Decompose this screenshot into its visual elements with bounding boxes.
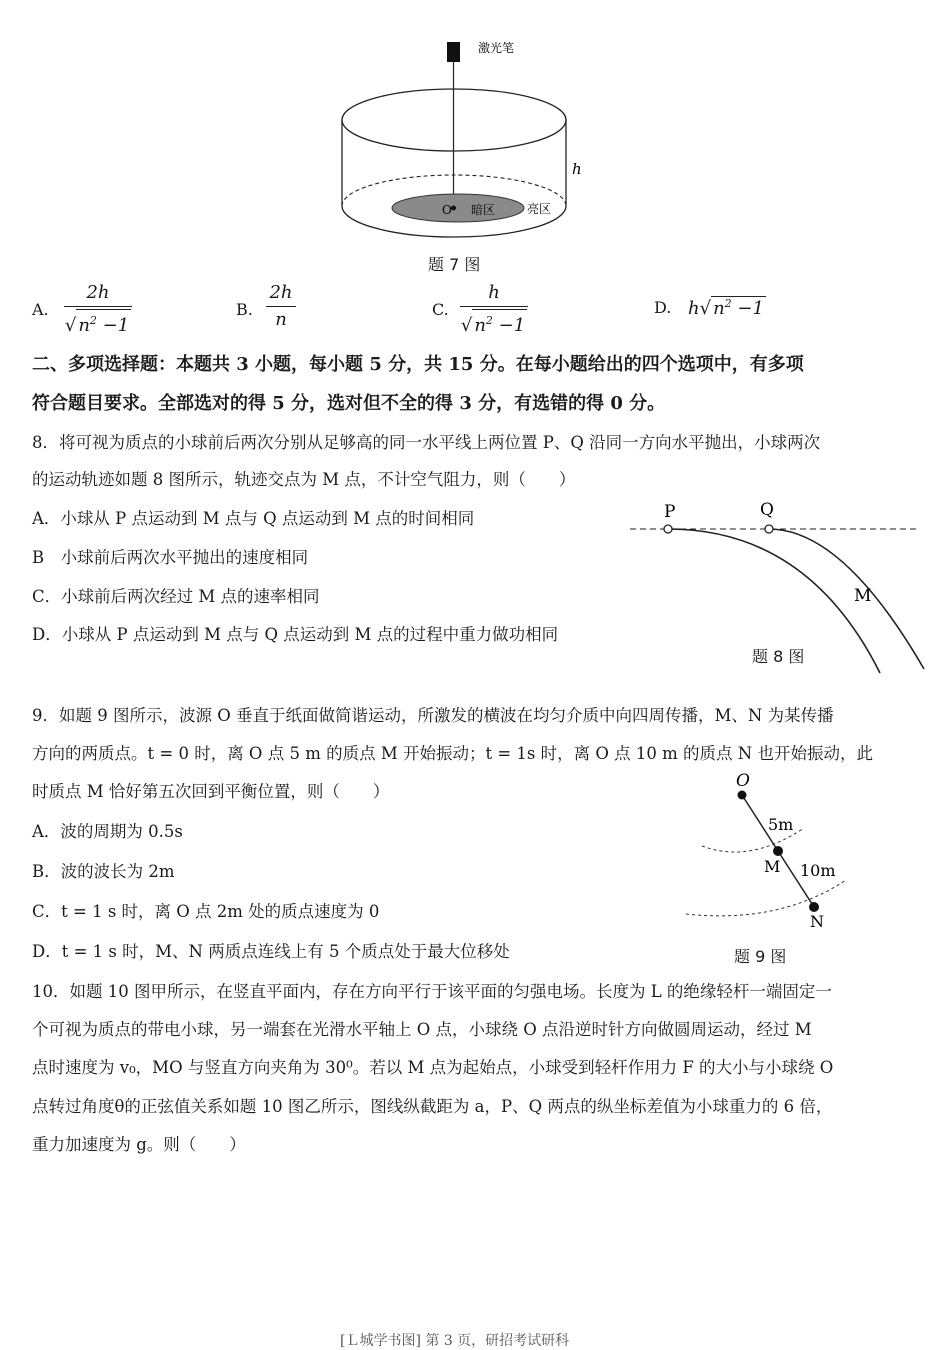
dark-region	[392, 194, 524, 222]
q9-stem-line2: 方向的两质点。t = 0 时，离 O 点 5 m 的质点 M 开始振动；t = 1s 时，离 O 点 10 m 的质点 N 也开始振动，此	[32, 744, 873, 763]
q8-stem-line2: 的运动轨迹如题 8 图所示，轨迹交点为 M 点，不计空气阻力，则（ ）	[32, 470, 576, 489]
q8-option-d: D．小球从 P 点运动到 M 点与 Q 点运动到 M 点的过程中重力做功相同	[32, 625, 559, 644]
q7-option-a-formula: 2h √ $n^2 -1$	[64, 282, 132, 337]
figure-9-caption: 题 9 图	[734, 947, 787, 966]
point-o	[738, 791, 747, 800]
q7-option-b-formula: 2h n	[266, 282, 296, 331]
q10-line1: 10．如题 10 图甲所示，在竖直平面内，存在方向平行于该平面的匀强电场。长度为 L 的绝缘轻杆一端固定一	[32, 982, 832, 1001]
q9-stem-line3: 时质点 M 恰好第五次回到平衡位置，则（ ）	[32, 782, 390, 801]
point-p	[664, 525, 672, 533]
bright-region-label: 亮区	[527, 202, 552, 216]
q7-option-c-letter: C.	[432, 300, 449, 319]
q10-line5: 重力加速度为 g。则（ ）	[32, 1135, 246, 1154]
h-label: h	[572, 160, 582, 178]
section-2-heading-line1: 二、多项选择题：本题共 3 小题，每小题 5 分，共 15 分。在每小题给出的四个选项中，有多项	[32, 354, 804, 375]
q7-option-c-formula: h √ $n^2 -1$	[460, 282, 528, 337]
q8-option-a: A．小球从 P 点运动到 M 点与 Q 点运动到 M 点的时间相同	[32, 509, 475, 528]
q8-stem-line1: 8．将可视为质点的小球前后两次分别从足够高的同一水平线上两位置 P、Q 沿同一方向水平抛出，小球两次	[32, 433, 821, 452]
figure-7-caption: 题 7 图	[428, 255, 481, 274]
label-q: Q	[760, 500, 774, 520]
label-10m: 10m	[800, 861, 836, 880]
wavefront-n	[686, 880, 846, 916]
figure-9	[680, 768, 860, 933]
laser-pen	[447, 42, 460, 62]
q8-option-c: C．小球前后两次经过 M 点的速率相同	[32, 587, 320, 606]
figure-7	[330, 38, 610, 248]
page-footer: [Ｌ城学书图] 第 3 页，研招考试研科	[340, 1333, 570, 1349]
q10-line4: 点转过角度θ的正弦值关系如题 10 图乙所示，图线纵截距为 a，P、Q 两点的纵坐标差值为小球重力的 6 倍，	[32, 1097, 833, 1116]
label-m: M	[764, 857, 781, 876]
q9-option-a: A．波的周期为 0.5s	[32, 822, 183, 841]
point-q	[765, 525, 773, 533]
laser-label: 激光笔	[478, 41, 515, 55]
q7-option-d-letter: D.	[654, 298, 672, 317]
q7-option-d-formula: h√ $n^2 -1$	[688, 297, 764, 319]
label-5m: 5m	[768, 815, 794, 834]
section-2-heading-line2: 符合题目要求。全部选对的得 5 分，选对但不全的得 3 分，有选错的得 0 分。	[32, 393, 666, 414]
label-n: N	[810, 912, 824, 931]
label-o: O	[736, 771, 750, 791]
q7-option-a-letter: A.	[32, 300, 49, 319]
q9-option-c: C．t = 1 s 时，离 O 点 2m 处的质点速度为 0	[32, 902, 380, 921]
q9-option-d: D．t = 1 s 时，M、N 两质点连线上有 5 个质点处于最大位移处	[32, 942, 510, 961]
dark-region-label: 暗区	[471, 203, 496, 217]
point-n	[809, 902, 819, 912]
q10-line2: 个可视为质点的带电小球，另一端套在光滑水平轴上 O 点，小球绕 O 点沿逆时针方向做圆周运动，经过 M	[32, 1020, 812, 1039]
q9-stem-line1: 9．如题 9 图所示，波源 O 垂直于纸面做简谐运动，所激发的横波在均匀介质中向四周传播，M、N 为某传播	[32, 706, 834, 725]
q7-option-b-letter: B.	[236, 300, 253, 319]
label-p: P	[664, 502, 676, 522]
q9-option-b: B．波的波长为 2m	[32, 862, 175, 881]
point-m	[773, 846, 783, 856]
q8-option-b: B 小球前后两次水平抛出的速度相同	[32, 548, 309, 567]
o-label: O	[442, 203, 452, 217]
figure-8-caption: 题 8 图	[752, 647, 805, 666]
q10-line3: 点时速度为 v₀，MO 与竖直方向夹角为 30⁰。若以 M 点为起始点，小球受到轻杆作用力 F 的大小与小球绕 O	[32, 1058, 834, 1077]
label-m: M	[854, 586, 872, 606]
